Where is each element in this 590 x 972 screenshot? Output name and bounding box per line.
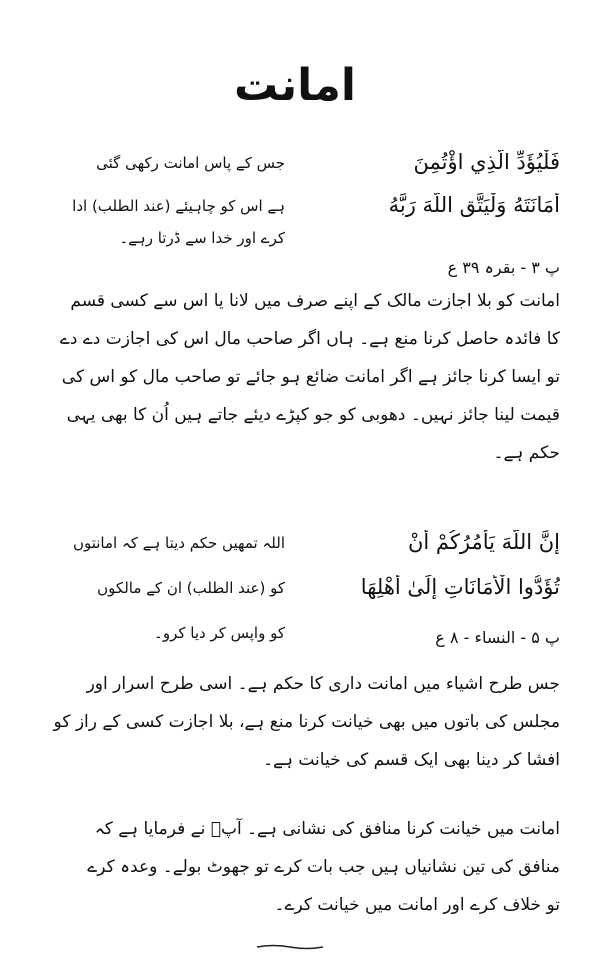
- paragraph-2: [38, 665, 560, 779]
- page-title: امانت: [234, 60, 356, 111]
- ayah2-translation: اللہ تمھیں حکم دیتا ہے کہ امانتوں: [72, 534, 285, 552]
- text-line: تو ایسا کرنا جائز ہے اگر امانت ضائع ہو جائے تو صاحب مال کو اس کی: [61, 367, 560, 387]
- text-line: قیمت لینا جائز نہیں۔ دھوبی کو جو کپڑے دیئے جاتے ہیں اُن کا بھی یہی: [66, 405, 560, 425]
- ayah1-translation: کرے اور خدا سے ڈرتا رہے۔: [119, 229, 285, 247]
- ayah1-row: [40, 193, 560, 229]
- ayah2-translation: کو (عند الطلب) ان کے مالکوں: [97, 579, 285, 597]
- text-line: حکم ہے۔: [493, 443, 560, 463]
- paragraph-3: [38, 810, 560, 924]
- ayah1-arabic: أَمَانَتَهُ وَلْيَتَّقِ اللَّهَ رَبَّهُ: [388, 193, 560, 217]
- text-line: جس طرح اشیاء میں امانت داری کا حکم ہے۔ اسی طرح اسرار اور: [86, 674, 560, 694]
- ayah1-arabic: فَلْيُؤَدِّ الَّذِي اؤْتُمِنَ: [413, 150, 560, 174]
- text-line: منافق کی تین نشانیاں ہیں جب بات کرے تو جھوٹ بولے۔ وعدہ کرے: [87, 857, 560, 877]
- ayah2-arabic: تُؤَدُّوا الْأَمَانَاتِ إِلَىٰ أَهْلِهَا: [360, 575, 560, 599]
- paragraph-1: [38, 282, 560, 472]
- text-line: امانت میں خیانت کرنا منافق کی نشانی ہے۔ آپؐ نے فرمایا ہے کہ: [94, 819, 560, 839]
- text-line: امانت کو بلا اجازت مالک کے اپنے صرف میں لانا یا اس سے کسی قسم: [70, 291, 560, 311]
- ayah2-reference: پ ۵ - النساء - ۸ ع: [435, 628, 560, 647]
- ayah1-translation: جس کے پاس امانت رکھی گئی: [96, 154, 285, 172]
- text-line: تو خلاف کرے اور امانت میں خیانت کرے۔: [274, 895, 560, 915]
- text-line: افشا کر دینا بھی ایک قسم کی خیانت ہے۔: [263, 750, 560, 770]
- ayah2-row: [40, 575, 560, 611]
- text-line: مجلس کی باتوں میں بھی خیانت کرنا منع ہے، بلا اجازت کسی کے راز کو: [53, 712, 560, 732]
- ayah1-row: [40, 225, 560, 261]
- end-ornament: [255, 944, 325, 950]
- ayah1-reference: پ ۳ - بقرہ ۳۹ ع: [447, 258, 560, 277]
- ayah2-translation: کو واپس کر دیا کرو۔: [154, 624, 285, 642]
- ayah2-arabic: إِنَّ اللَّهَ يَأْمُرُكُمْ أَنْ: [407, 530, 560, 554]
- ayah1-translation: ہے اس کو چاہیئے (عند الطلب) ادا: [72, 197, 285, 215]
- text-line: کا فائدہ حاصل کرنا منع ہے۔ ہاں اگر صاحب مال اس کی اجازت دے دے: [59, 329, 560, 349]
- ayah2-row: [40, 530, 560, 566]
- ayah1-row: [40, 150, 560, 186]
